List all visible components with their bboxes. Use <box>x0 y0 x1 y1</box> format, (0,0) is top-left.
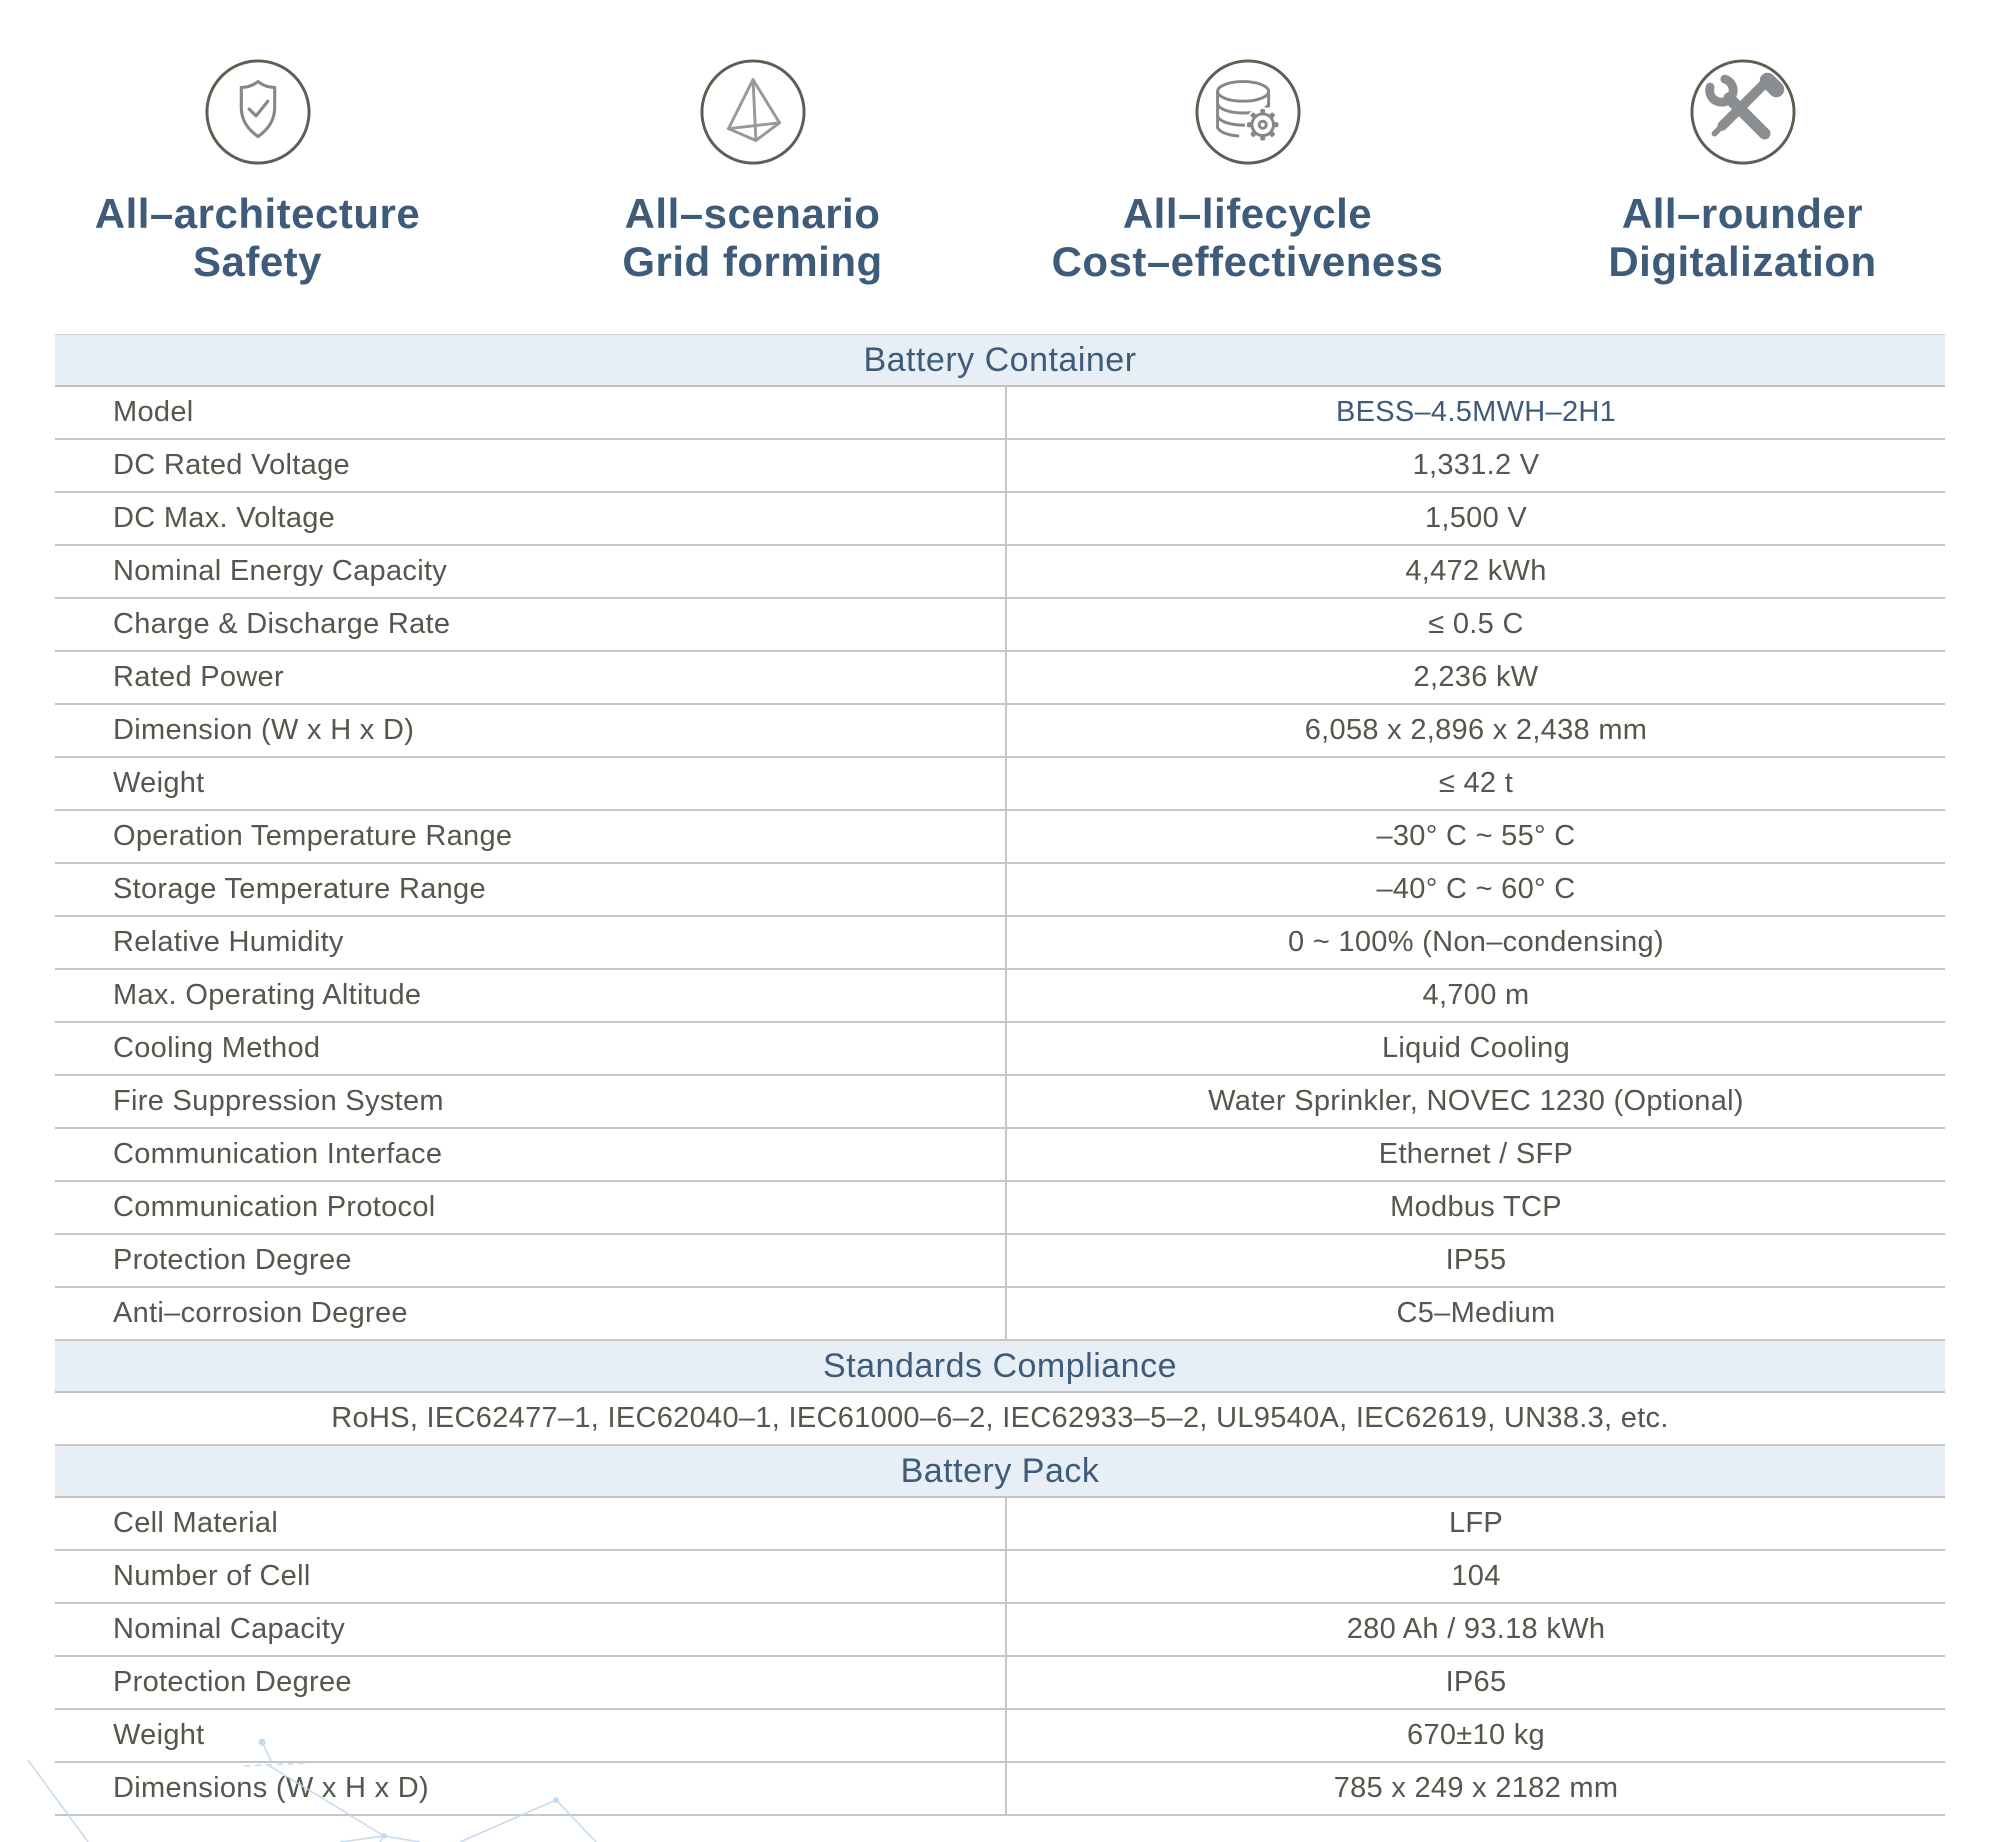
feature-caption <box>1052 190 1444 286</box>
table-row <box>55 1498 1945 1551</box>
spec-label: Weight <box>55 758 1007 809</box>
spec-table <box>55 334 1945 1816</box>
spec-value: 4,700 m <box>1422 979 1530 1011</box>
table-row <box>55 652 1945 705</box>
feature-caption-line2: Grid forming <box>622 238 883 285</box>
spec-label: Communication Interface <box>55 1129 1007 1180</box>
spec-label: Nominal Energy Capacity <box>55 546 1007 597</box>
table-row <box>55 864 1945 917</box>
spec-value: 280 Ah / 93.18 kWh <box>1346 1613 1606 1645</box>
table-row <box>55 546 1945 599</box>
table-row <box>55 493 1945 546</box>
spec-label: Nominal Capacity <box>55 1604 1007 1655</box>
spec-value: C5–Medium <box>1396 1297 1556 1329</box>
spec-value: Liquid Cooling <box>1382 1032 1570 1064</box>
standards-note: RoHS, IEC62477–1, IEC62040–1, IEC61000–6–2, IEC62933–5–2, UL9540A, IEC62619, UN38.3, etc. <box>331 1402 1669 1434</box>
spec-label: Number of Cell <box>55 1551 1007 1602</box>
spec-label: Cell Material <box>55 1498 1007 1549</box>
spec-value: BESS–4.5MWH–2H1 <box>1335 396 1617 428</box>
table-row <box>55 1710 1945 1763</box>
spec-label: Protection Degree <box>55 1235 1007 1286</box>
spec-label: DC Max. Voltage <box>55 493 1007 544</box>
table-row <box>55 1604 1945 1657</box>
wrench-screwdriver-icon <box>1689 58 1797 166</box>
feature-item-grid-forming <box>505 58 1000 286</box>
table-row <box>55 705 1945 758</box>
spec-label: Weight <box>55 1710 1007 1761</box>
spec-label: Anti–corrosion Degree <box>55 1288 1007 1339</box>
spec-label: Dimensions (W x H x D) <box>55 1763 1007 1814</box>
database-gear-icon <box>1194 58 1302 166</box>
section-title: Standards Compliance <box>823 1346 1177 1385</box>
table-row <box>55 758 1945 811</box>
table-row <box>55 1182 1945 1235</box>
spec-label: Storage Temperature Range <box>55 864 1007 915</box>
feature-item-digitalization <box>1495 58 1990 286</box>
spec-value: 1,500 V <box>1424 502 1528 534</box>
spec-label: Dimension (W x H x D) <box>55 705 1007 756</box>
section-header <box>55 335 1945 387</box>
spec-value: Modbus TCP <box>1390 1191 1562 1223</box>
spec-label: Relative Humidity <box>55 917 1007 968</box>
standards-note-row <box>55 1393 1945 1446</box>
feature-caption-line1: All–scenario <box>624 190 881 237</box>
spec-value: 4,472 kWh <box>1405 555 1547 587</box>
tetrahedron-icon <box>699 58 807 166</box>
section-header <box>55 1341 1945 1393</box>
feature-caption-line1: All–architecture <box>94 190 421 237</box>
spec-value: IP65 <box>1445 1666 1507 1698</box>
table-row <box>55 811 1945 864</box>
section-title: Battery Pack <box>900 1451 1100 1490</box>
feature-caption <box>95 190 420 286</box>
table-row <box>55 1129 1945 1182</box>
table-row <box>55 917 1945 970</box>
spec-label: Max. Operating Altitude <box>55 970 1007 1021</box>
table-row <box>55 387 1945 440</box>
spec-value: 670±10 kg <box>1407 1719 1545 1751</box>
spec-value: 785 x 249 x 2182 mm <box>1333 1772 1619 1804</box>
spec-value: 104 <box>1451 1560 1501 1592</box>
spec-label: DC Rated Voltage <box>55 440 1007 491</box>
table-row <box>55 970 1945 1023</box>
table-row <box>55 1551 1945 1604</box>
table-row <box>55 1023 1945 1076</box>
spec-value: 0 ~ 100% (Non–condensing) <box>1288 926 1664 958</box>
feature-caption-line2: Digitalization <box>1608 238 1877 285</box>
table-row <box>55 440 1945 493</box>
spec-label: Model <box>55 387 1007 438</box>
spec-label: Charge & Discharge Rate <box>55 599 1007 650</box>
spec-value: LFP <box>1448 1507 1504 1539</box>
spec-value: –40° C ~ 60° C <box>1376 873 1576 905</box>
spec-value: IP55 <box>1445 1244 1507 1276</box>
feature-caption-line1: All–rounder <box>1621 190 1864 237</box>
spec-value: Water Sprinkler, NOVEC 1230 (Optional) <box>1208 1085 1744 1117</box>
spec-value: Ethernet / SFP <box>1378 1138 1574 1170</box>
feature-caption-line2: Cost–effectiveness <box>1051 238 1444 285</box>
table-row <box>55 599 1945 652</box>
spec-label: Cooling Method <box>55 1023 1007 1074</box>
feature-caption <box>1608 190 1876 286</box>
spec-label: Rated Power <box>55 652 1007 703</box>
feature-highlights <box>10 58 1990 286</box>
spec-value: 1,331.2 V <box>1412 449 1540 481</box>
shield-check-icon <box>204 58 312 166</box>
spec-label: Protection Degree <box>55 1657 1007 1708</box>
spec-value: ≤ 42 t <box>1438 767 1514 799</box>
feature-caption-line2: Safety <box>192 238 323 285</box>
spec-value: 6,058 x 2,896 x 2,438 mm <box>1304 714 1648 746</box>
table-row <box>55 1288 1945 1341</box>
spec-value: ≤ 0.5 C <box>1428 608 1524 640</box>
feature-item-safety <box>10 58 505 286</box>
spec-label: Fire Suppression System <box>55 1076 1007 1127</box>
spec-value: –30° C ~ 55° C <box>1376 820 1576 852</box>
table-row <box>55 1657 1945 1710</box>
spec-label: Operation Temperature Range <box>55 811 1007 862</box>
table-row <box>55 1076 1945 1129</box>
section-header <box>55 1446 1945 1498</box>
feature-item-cost-effectiveness <box>1000 58 1495 286</box>
spec-value: 2,236 kW <box>1413 661 1539 693</box>
spec-label: Communication Protocol <box>55 1182 1007 1233</box>
table-row <box>55 1763 1945 1816</box>
feature-caption <box>622 190 882 286</box>
feature-caption-line1: All–lifecycle <box>1122 190 1373 237</box>
table-row <box>55 1235 1945 1288</box>
section-title: Battery Container <box>863 340 1137 379</box>
